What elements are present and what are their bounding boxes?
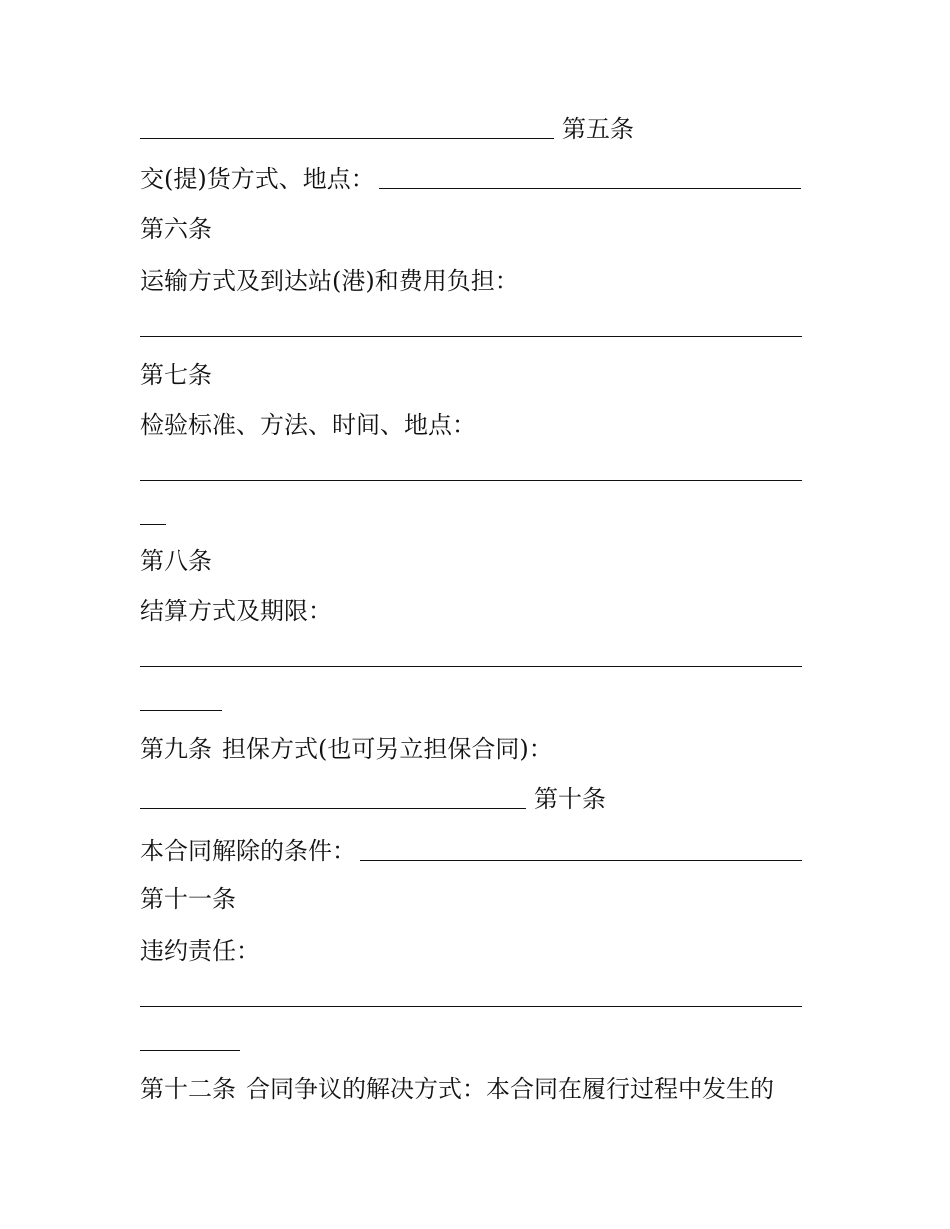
article-11-heading-line: [140, 880, 236, 914]
article-9-line: [140, 730, 553, 764]
article-6-line: [140, 262, 519, 296]
article-8-heading: 第八条: [140, 547, 212, 575]
fill-in-blank[interactable]: [379, 188, 801, 189]
article-7-line: [140, 406, 476, 440]
article-9-heading: 第九条: [140, 735, 212, 763]
article-8-blank-line-2: [140, 682, 222, 716]
article-8-line: [140, 592, 332, 626]
article-11-label: 违约责任：: [140, 937, 260, 965]
fill-in-blank[interactable]: [140, 524, 166, 525]
article-8-label: 结算方式及期限：: [140, 597, 332, 625]
article-7-blank-line-2: [140, 496, 166, 530]
article-5-line: [140, 160, 801, 194]
fill-in-blank[interactable]: [140, 666, 802, 667]
article-10-heading-line: [140, 780, 606, 814]
article-11-blank-line-2: [140, 1022, 240, 1056]
article-10-line: [140, 832, 802, 866]
article-7-blank-line: [140, 452, 802, 486]
article-11-heading: 第十一条: [140, 885, 236, 913]
fill-in-blank[interactable]: [140, 710, 222, 711]
fill-in-blank[interactable]: [140, 138, 554, 139]
article-7-heading-line: [140, 356, 212, 390]
article-12-heading: 第十二条: [140, 1075, 236, 1103]
article-6-label: 运输方式及到达站(港)和费用负担：: [140, 267, 519, 295]
article-5-label: 交(提)货方式、地点：: [140, 165, 375, 193]
fill-in-blank[interactable]: [140, 1006, 802, 1007]
article-5-heading: 第五条: [562, 115, 634, 143]
article-6-blank-line: [140, 308, 802, 342]
article-12-line: [140, 1070, 774, 1104]
article-9-label: 担保方式(也可另立担保合同)：: [222, 735, 553, 763]
article-12-label: 合同争议的解决方式：本合同在履行过程中发生的: [246, 1075, 774, 1103]
article-5-heading-line: [140, 110, 634, 144]
fill-in-blank[interactable]: [140, 336, 802, 337]
article-8-heading-line: [140, 542, 212, 576]
article-6-heading-line: [140, 210, 212, 244]
fill-in-blank[interactable]: [140, 808, 526, 809]
article-7-label: 检验标准、方法、时间、地点：: [140, 411, 476, 439]
article-10-label: 本合同解除的条件：: [140, 837, 356, 865]
article-6-heading: 第六条: [140, 215, 212, 243]
article-10-heading: 第十条: [534, 785, 606, 813]
article-11-blank-line: [140, 978, 802, 1012]
fill-in-blank[interactable]: [140, 1050, 240, 1051]
fill-in-blank[interactable]: [360, 860, 802, 861]
fill-in-blank[interactable]: [140, 480, 802, 481]
article-11-line: [140, 932, 260, 966]
article-7-heading: 第七条: [140, 361, 212, 389]
article-8-blank-line: [140, 638, 802, 672]
